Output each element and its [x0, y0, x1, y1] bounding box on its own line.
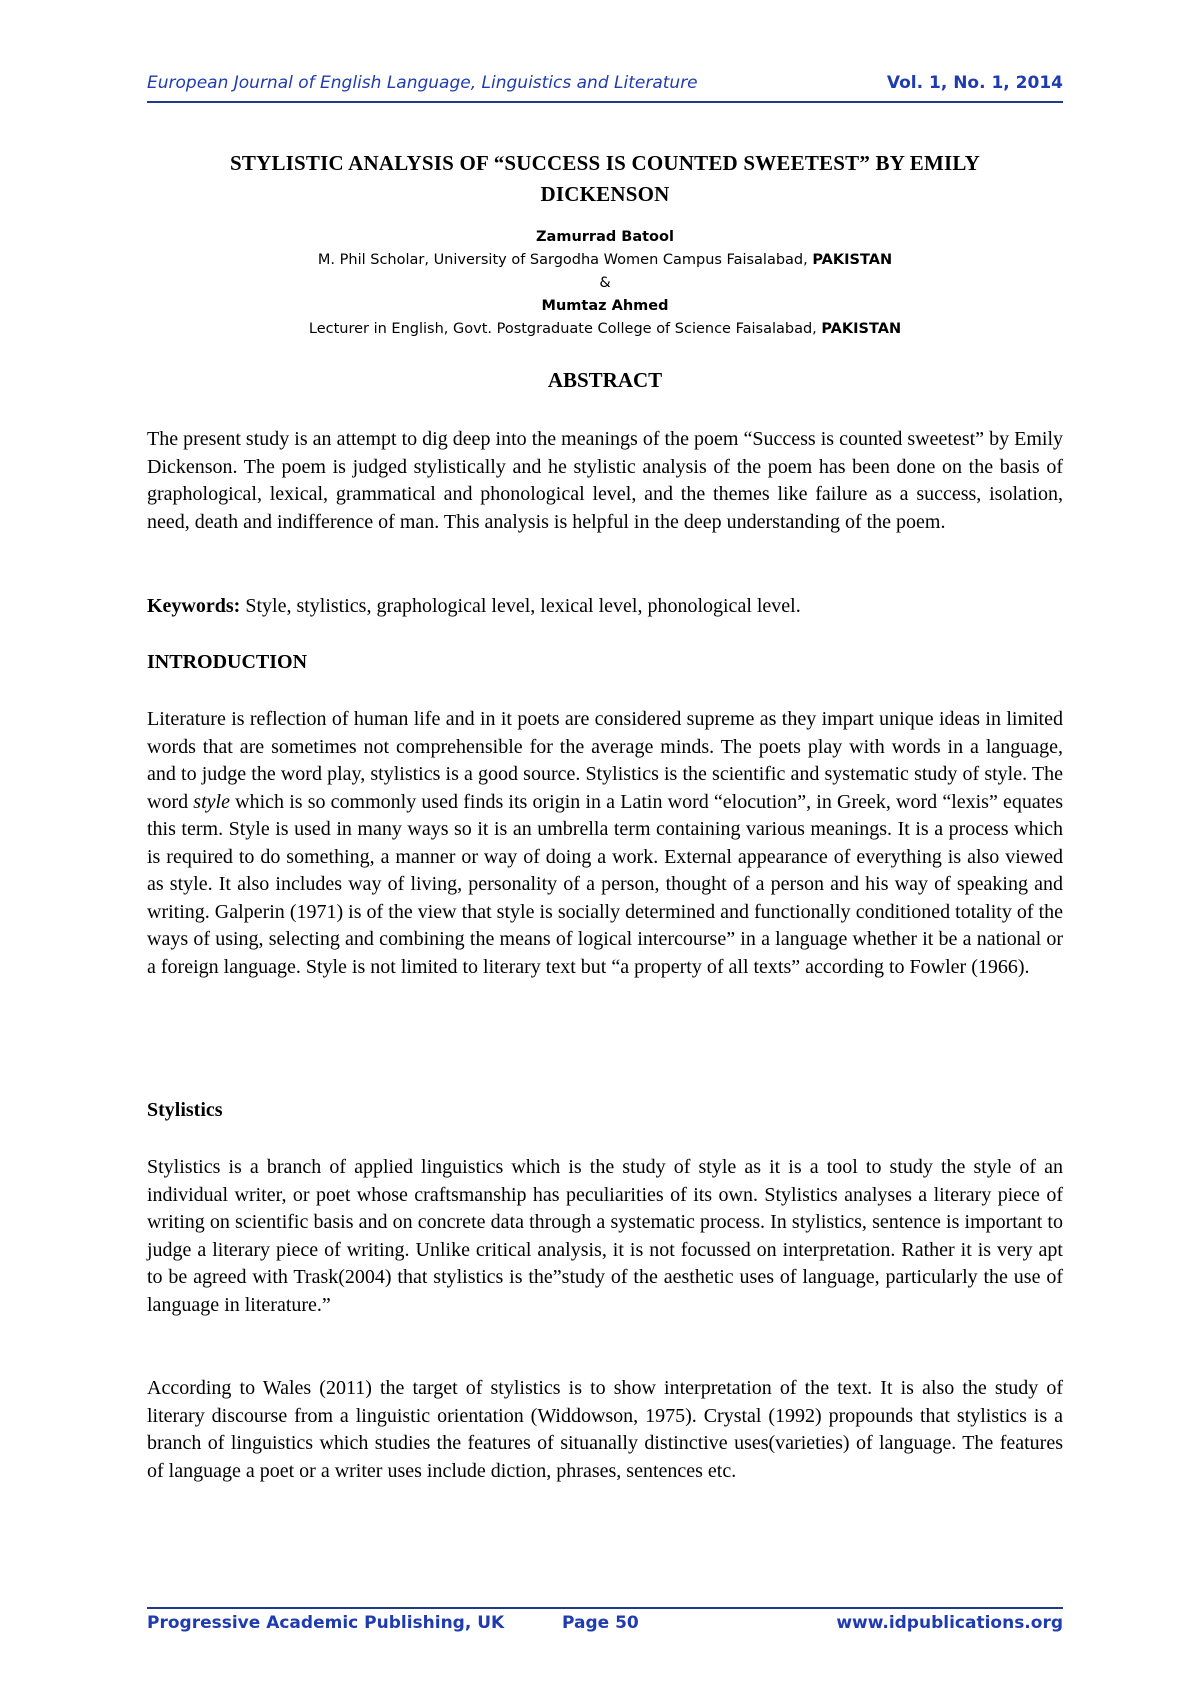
author-affiliation-1: M. Phil Scholar, University of Sargodha Women Campus Faisalabad, PAKISTAN	[317, 252, 893, 268]
emphasis-style: style	[193, 790, 230, 813]
title-line-2: DICKENSON	[540, 182, 670, 206]
footer-page-number: Page 50	[562, 1613, 639, 1633]
paper-title	[147, 148, 1063, 210]
keywords	[147, 593, 1063, 621]
author-country-1: PAKISTAN	[812, 252, 893, 268]
abstract-text: The present study is an attempt to dig deep into the meanings of the poem “Success is counted sweetest” by Emily Dickenson. The poem is judged stylistically and he stylistic analysis of the poem has been done on the basis of graphological, lexical, grammatical and phonological level, and the themes like failure as a success, isolation, need, death and indifference of man. This analysis is helpful in the deep understanding of the poem.	[147, 428, 1063, 533]
running-footer	[147, 1607, 1063, 1637]
keywords-label: Keywords:	[147, 595, 241, 617]
author-separator: &	[599, 275, 611, 291]
introduction-heading: INTRODUCTION	[147, 651, 308, 673]
stylistics-paragraph-1: Stylistics is a branch of applied linguistics which is the study of style as it is a tool to study the style of an individual writer, or poet whose craftsmanship has peculiarities of its own. Stylistics analyses a literary piece of writing on scientific basis and on concrete data through a systematic process. In stylistics, sentence is important to judge a literary piece of writing. Unlike critical analysis, it is not focussed on interpretation. Rather it is very apt to be agreed with Trask(2004) that stylistics is the”study of the aesthetic uses of language, particularly the use of language in literature.”	[147, 1156, 1063, 1316]
author-country-2: PAKISTAN	[821, 321, 902, 337]
footer-website[interactable]: www.idpublications.org	[836, 1613, 1063, 1633]
title-line-1: STYLISTIC ANALYSIS OF “SUCCESS IS COUNTED SWEETEST” BY EMILY	[230, 151, 980, 175]
journal-name: European Journal of English Language, Linguistics and Literature	[147, 73, 698, 93]
stylistics-heading: Stylistics	[147, 1099, 223, 1121]
introduction-text: Literature is reflection of human life and in it poets are considered supreme as they impart unique ideas in limited words that are sometimes not comprehensible for the average minds. The poets play with words in a language, and to judge the word play, stylistics is a good source. Stylistics is the scientific and systematic study of style. The word style which is so commonly used finds its origin in a Latin word “elocution”, in Greek, word “lexis” equates this term. Style is used in many ways so it is an umbrella term containing various meanings. It is a process which is required to do something, a manner or way of doing a work. External appearance of everything is also viewed as style. It also includes way of living, personality of a person, thought of a person and his way of speaking and writing. Galperin (1971) is of the view that style is socially determined and functionally conditioned totality of the ways of using, selecting and combining the means of logical intercourse” in a language whether it be a national or a foreign language. Style is not limited to literary text but “a property of all texts” according to Fowler (1966).	[147, 708, 1063, 978]
stylistics-paragraph-2: According to Wales (2011) the target of stylistics is to show interpretation of the text. It is also the study of literary discourse from a linguistic orientation (Widdowson, 1975). Crystal (1992) propounds that stylistics is a branch of linguistics which studies the features of situanally distinctive uses(varieties) of language. The features of language a poet or a writer uses include diction, phrases, sentences etc.	[147, 1377, 1063, 1482]
author-block	[147, 226, 1063, 341]
author-affiliation-2: Lecturer in English, Govt. Postgraduate College of Science Faisalabad, PAKISTAN	[308, 321, 902, 337]
abstract-heading: ABSTRACT	[547, 368, 663, 392]
author-name-1: Zamurrad Batool	[536, 229, 674, 245]
footer-publisher: Progressive Academic Publishing, UK	[147, 1613, 505, 1633]
running-header	[147, 73, 1063, 103]
author-name-2: Mumtaz Ahmed	[541, 298, 669, 314]
keywords-text: Style, stylistics, graphological level, lexical level, phonological level.	[240, 595, 801, 617]
volume-info: Vol. 1, No. 1, 2014	[886, 73, 1063, 93]
